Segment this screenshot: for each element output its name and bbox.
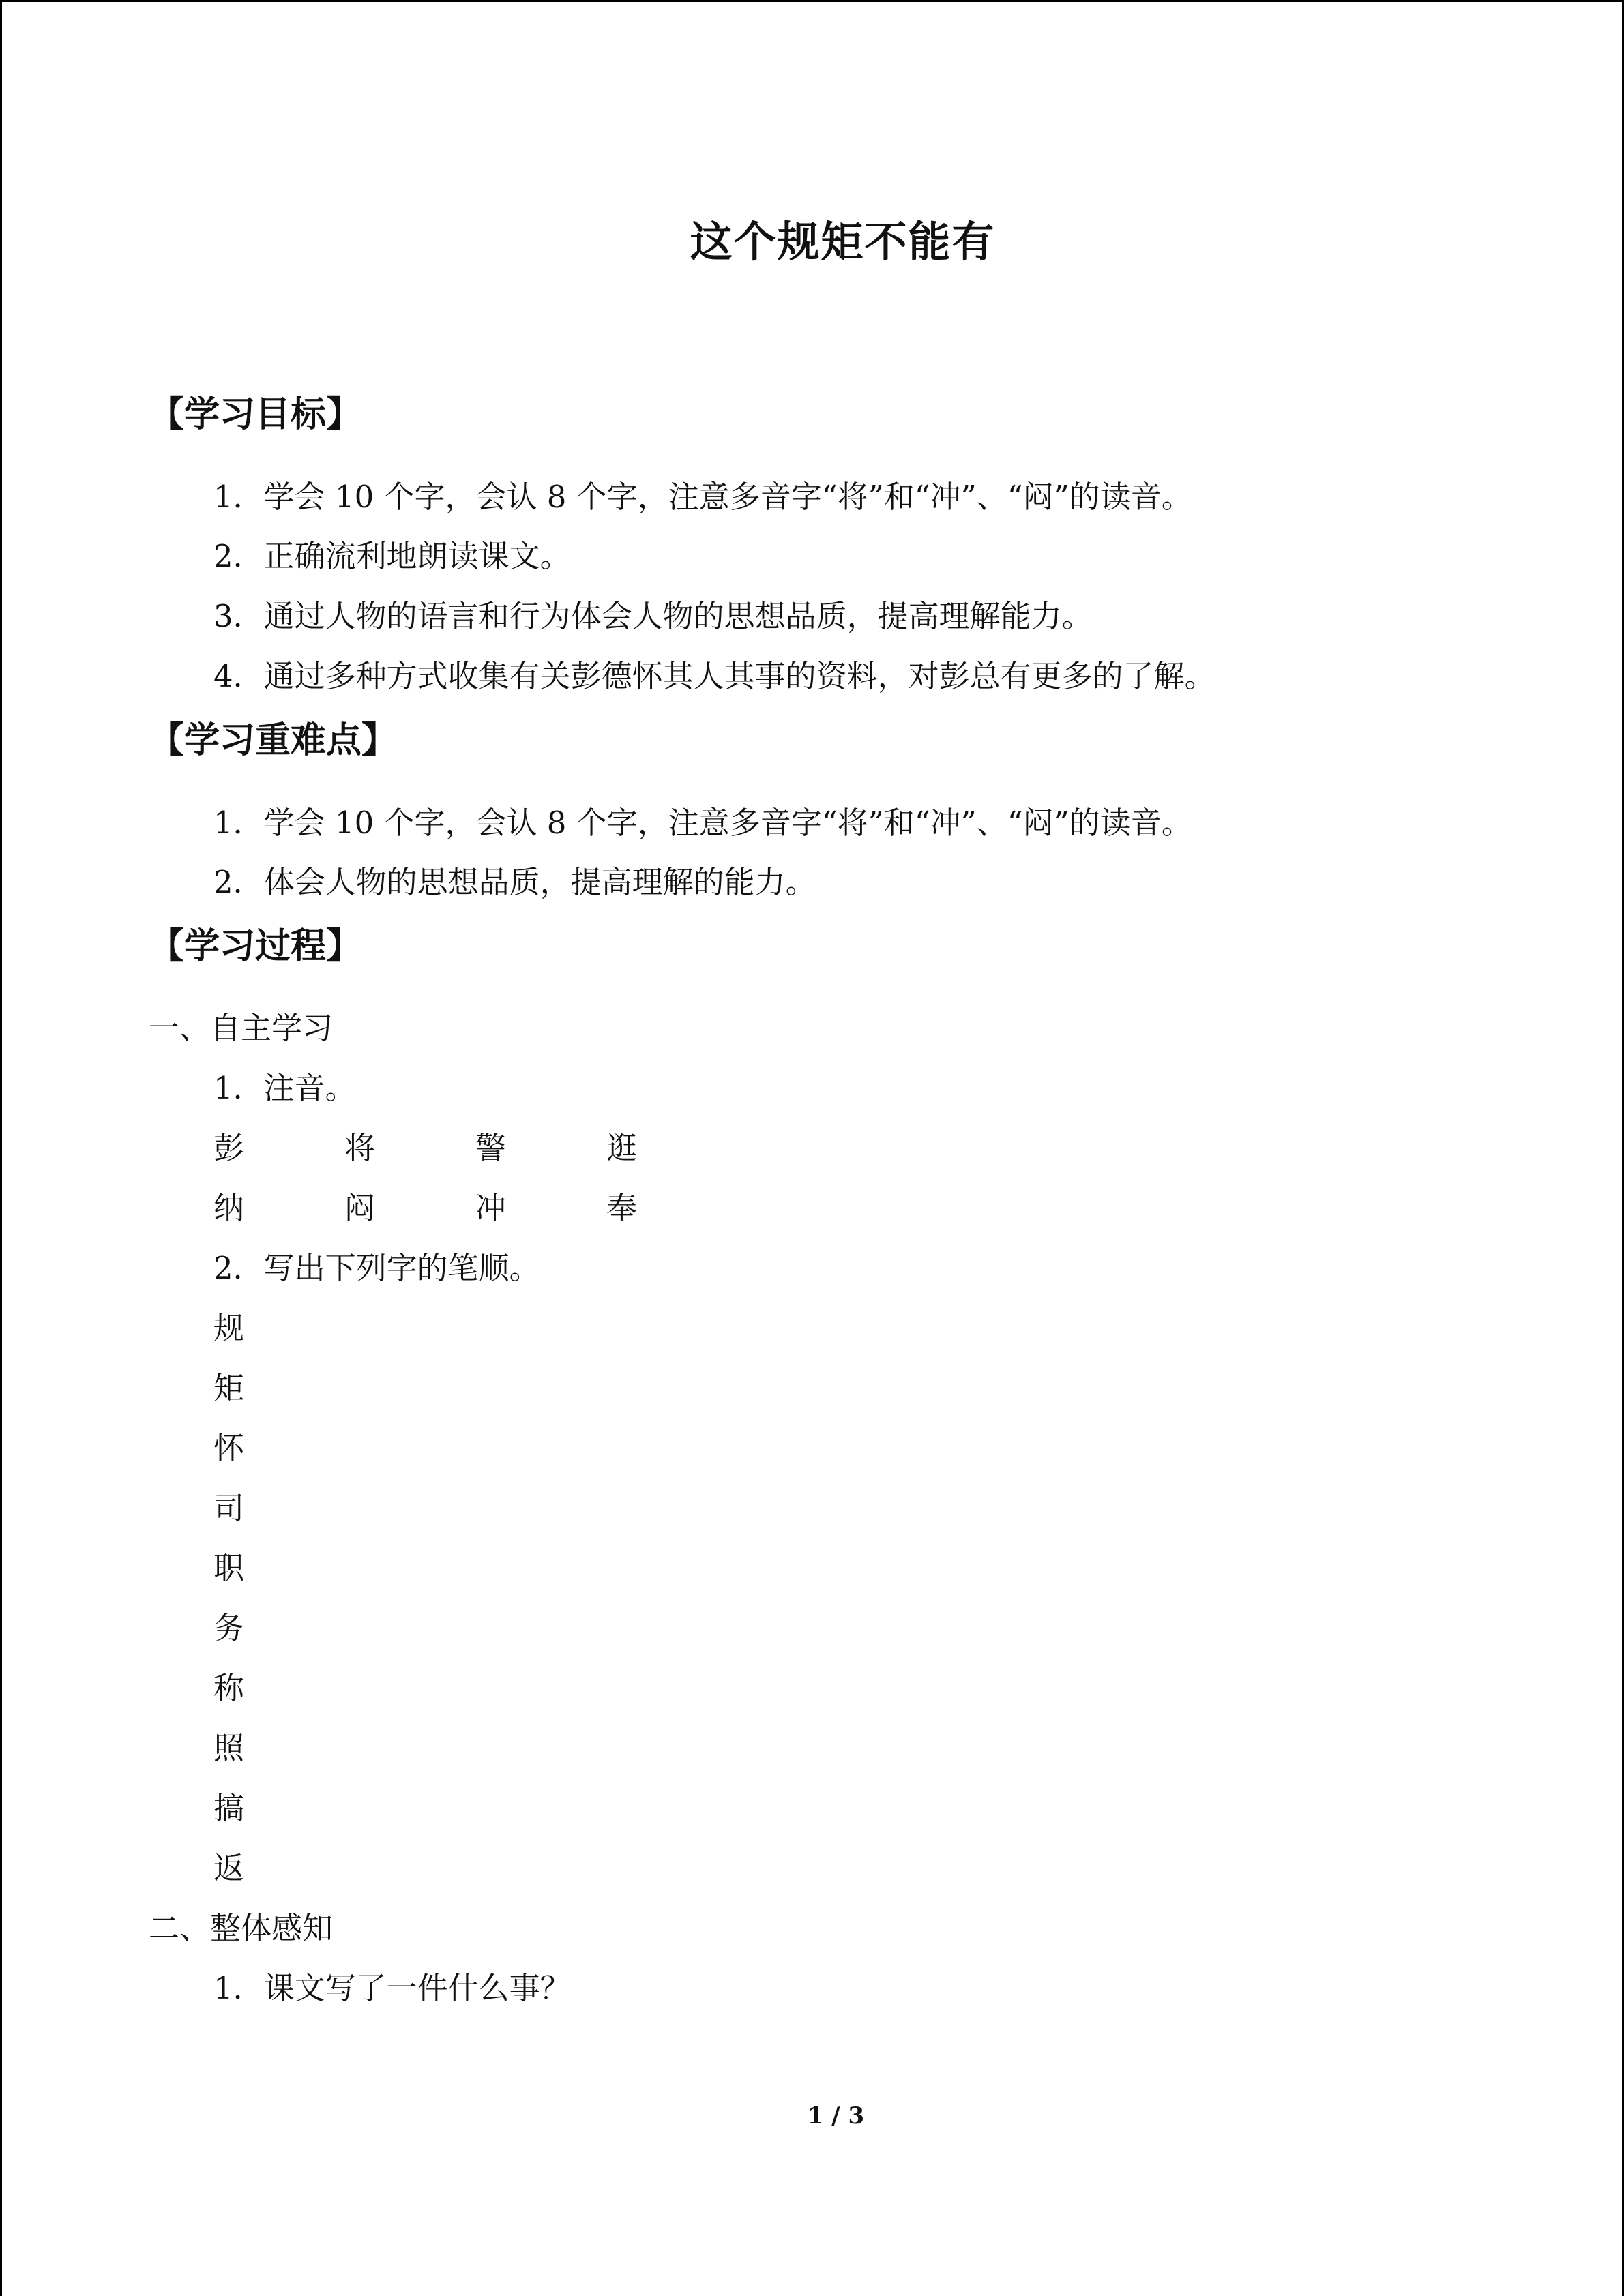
section-heading-key-points: 【学习重难点】: [149, 720, 398, 761]
char-item: 彭: [213, 1130, 245, 1166]
char-item: 闷: [344, 1190, 376, 1226]
stroke-char: 务: [213, 1610, 245, 1646]
key-point-item: 1．学会 10 个字，会认 8 个字，注意多音字“将”和“冲”、“闷”的读音。: [213, 805, 1192, 841]
section-heading-goals: 【学习目标】: [149, 394, 362, 435]
char-item: 纳: [213, 1190, 245, 1226]
goal-item: 3．通过人物的语言和行为体会人物的思想品质，提高理解能力。: [213, 598, 1093, 634]
stroke-char: 司: [213, 1490, 245, 1526]
char-item: 警: [475, 1130, 507, 1166]
goal-item: 1．学会 10 个字，会认 8 个字，注意多音字“将”和“冲”、“闷”的读音。: [213, 479, 1192, 515]
stroke-char: 矩: [213, 1370, 245, 1406]
char-item: 冲: [475, 1190, 507, 1226]
char-item: 将: [344, 1130, 376, 1166]
part-title: 二、整体感知: [149, 1910, 334, 1946]
goal-item: 4．通过多种方式收集有关彭德怀其人其事的资料，对彭总有更多的了解。: [213, 658, 1215, 694]
question: 2．写出下列字的笔顺。: [213, 1250, 540, 1286]
page-number: 1 / 3: [807, 2102, 865, 2130]
pinyin-char-row: [213, 1188, 737, 1229]
stroke-char: 搞: [213, 1790, 245, 1826]
key-point-item: 2．体会人物的思想品质，提高理解的能力。: [213, 864, 816, 900]
stroke-char: 称: [213, 1670, 245, 1706]
stroke-char: 职: [213, 1550, 245, 1586]
goal-item: 2．正确流利地朗读课文。: [213, 538, 571, 574]
pinyin-char-row: [213, 1128, 737, 1169]
char-item: 奉: [606, 1190, 638, 1226]
stroke-char: 规: [213, 1310, 245, 1346]
stroke-char: 怀: [213, 1430, 245, 1466]
page-title: 这个规矩不能有: [690, 217, 996, 267]
part-title: 一、自主学习: [149, 1010, 334, 1046]
stroke-char: 返: [213, 1850, 245, 1886]
char-item: 逛: [606, 1130, 638, 1166]
question: 1．课文写了一件什么事？: [213, 1970, 571, 2006]
question: 1．注音。: [213, 1070, 356, 1106]
section-heading-process: 【学习过程】: [149, 926, 362, 967]
stroke-char: 照: [213, 1730, 245, 1766]
